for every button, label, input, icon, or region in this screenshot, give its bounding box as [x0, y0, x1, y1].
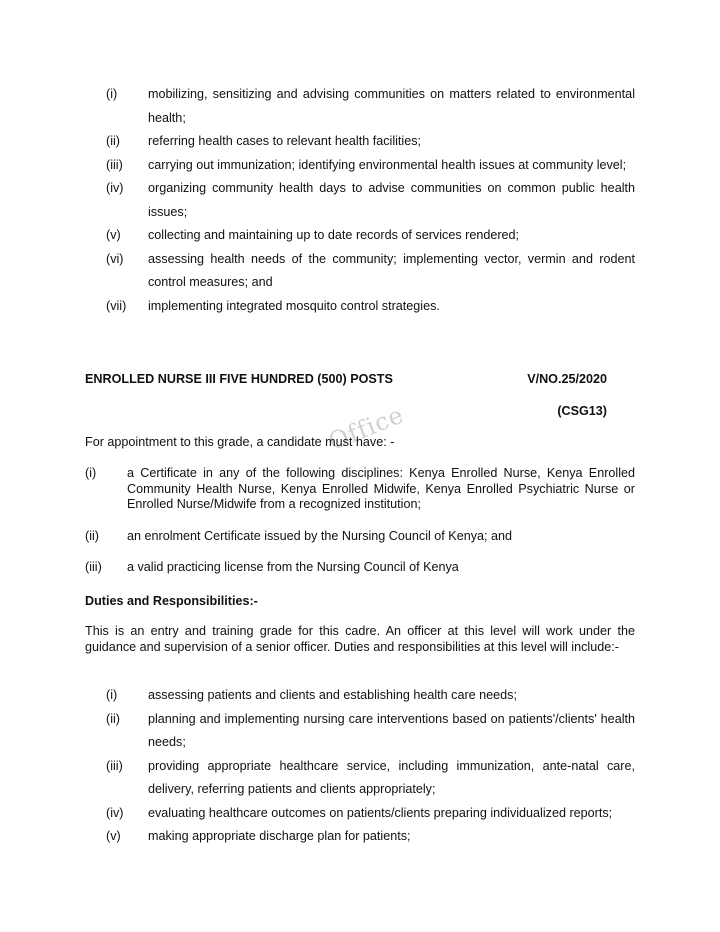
list-text: carrying out immunization; identifying environmental health issues at community level; — [148, 157, 627, 172]
list-text: a Certificate in any of the following disciplines: Kenya Enrolled Nurse, Kenya Enrolled Community Health Nurse, Kenya Enrolled Midwife, Kenya Enrolled Psychiatric Nurse or Enrolled Nurse/Midwife from a recognized institution; — [127, 466, 635, 511]
list-item — [0, 83, 720, 130]
list-number: (iii) — [85, 560, 102, 574]
list-text: assessing health needs of the community; implementing vector, vermin and rodent control measures; and — [148, 251, 635, 289]
list-item — [0, 684, 720, 708]
list-item — [0, 154, 720, 178]
list-text: referring health cases to relevant health facilities; — [148, 134, 422, 148]
list-item — [0, 130, 720, 154]
job-grade: (CSG13) — [557, 404, 607, 418]
list-item — [0, 708, 720, 755]
list-number: (iv) — [106, 181, 124, 195]
list-number: (iii) — [106, 758, 123, 773]
requirements-list — [0, 466, 720, 576]
list-text: a valid practicing license from the Nursing Council of Kenya — [127, 560, 459, 574]
community-duties-list — [0, 83, 720, 318]
list-text: collecting and maintaining up to date records of services rendered; — [148, 228, 520, 242]
list-text: an enrolment Certificate issued by the Nursing Council of Kenya; and — [127, 528, 513, 543]
list-item — [0, 755, 720, 802]
list-text: assessing patients and clients and establishing health care needs; — [148, 688, 517, 702]
list-number: (vii) — [106, 298, 127, 313]
list-text: providing appropriate healthcare service, including immunization, ante-natal care, delivery, referring patients and clients appropriately; — [148, 758, 635, 796]
vacancy-number: V/NO.25/2020 — [527, 372, 607, 386]
list-number: (ii) — [106, 711, 120, 726]
list-text: organizing community health days to advise communities on common public health issues; — [148, 181, 635, 219]
list-item — [0, 295, 720, 319]
list-item — [0, 560, 720, 576]
duties-heading: Duties and Responsibilities:- — [85, 594, 258, 608]
duties-list — [0, 684, 720, 849]
post-heading — [85, 372, 635, 386]
post-title: ENROLLED NURSE III FIVE HUNDRED (500) POSTS — [85, 372, 393, 386]
list-text: planning and implementing nursing care interventions based on patients'/clients' health needs; — [148, 711, 635, 749]
watermark: Office — [324, 400, 409, 456]
list-number: (vi) — [106, 251, 124, 266]
requirements-intro: For appointment to this grade, a candidate must have: - — [85, 435, 395, 449]
list-number: (ii) — [85, 528, 99, 543]
list-item — [0, 224, 720, 248]
list-item — [0, 802, 720, 826]
list-item — [0, 825, 720, 849]
list-item — [0, 248, 720, 295]
list-text: mobilizing, sensitizing and advising communities on matters related to environmental health; — [148, 87, 635, 125]
list-number: (iii) — [106, 157, 123, 172]
list-number: (v) — [106, 829, 121, 843]
list-item — [0, 529, 720, 545]
list-number: (i) — [106, 87, 118, 101]
list-text: making appropriate discharge plan for patients; — [148, 829, 411, 843]
list-number: (v) — [106, 228, 121, 242]
list-item — [0, 177, 720, 224]
list-text: evaluating healthcare outcomes on patients/clients preparing individualized reports; — [148, 805, 613, 820]
list-number: (i) — [85, 466, 97, 480]
list-number: (i) — [106, 688, 118, 702]
list-number: (ii) — [106, 134, 120, 148]
list-item — [0, 466, 720, 513]
list-number: (iv) — [106, 805, 124, 820]
duties-intro: This is an entry and training grade for this cadre. An officer at this level will work under the guidance and supervision of a senior officer. Duties and responsibilities at this level will include:- — [85, 624, 635, 654]
list-text: implementing integrated mosquito control strategies. — [148, 298, 440, 313]
